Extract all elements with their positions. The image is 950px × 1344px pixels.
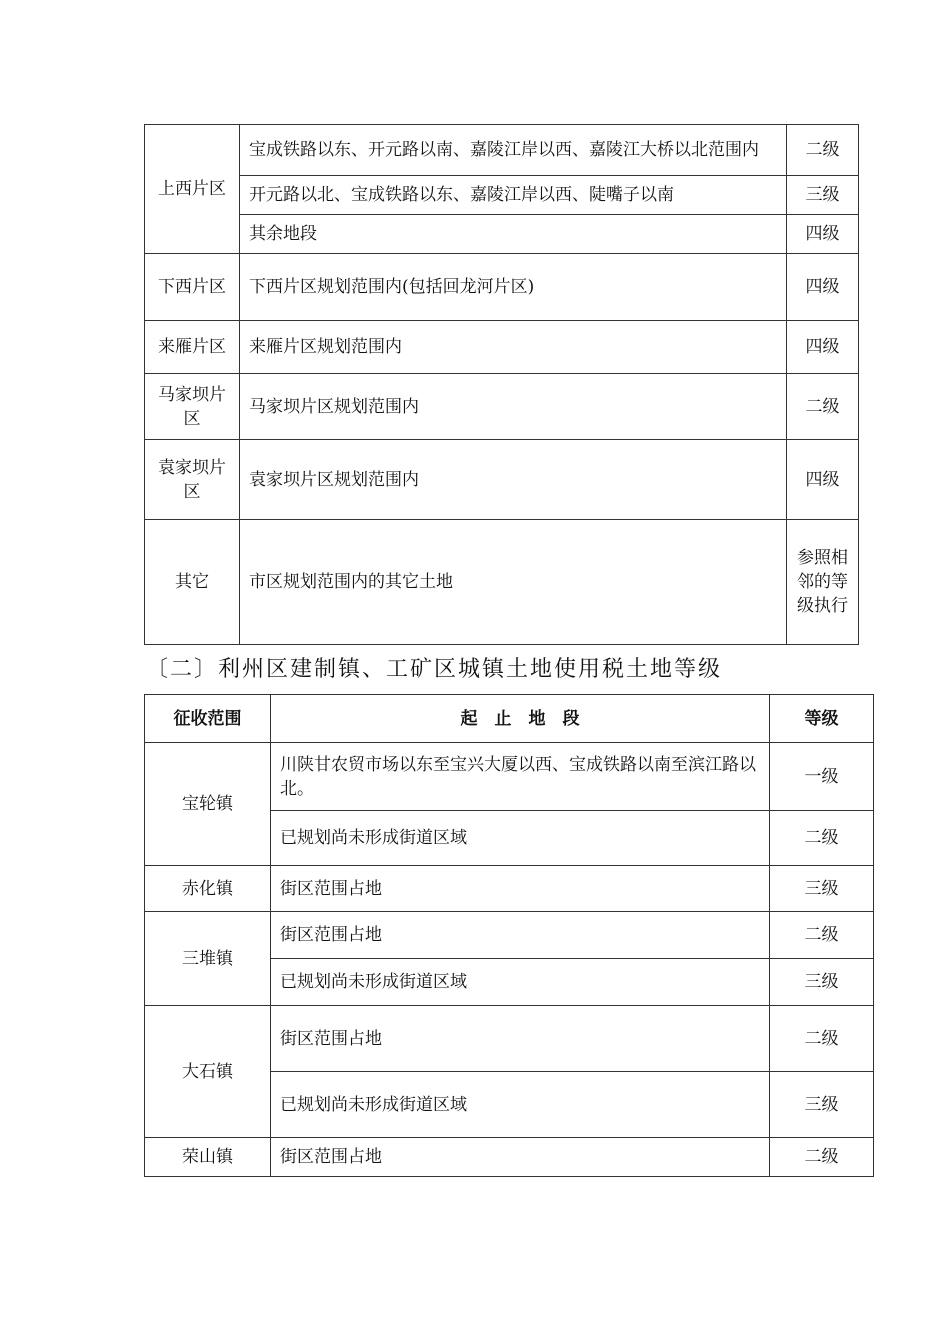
grade-cell: 四级 [787,321,859,374]
range-cell: 川陕甘农贸市场以东至宝兴大厦以西、宝成铁路以南至滨江路以北。 [271,743,770,811]
range-cell: 已规划尚未形成街道区域 [271,811,770,866]
range-cell: 开元路以北、宝成铁路以东、嘉陵江岸以西、陡嘴子以南 [240,176,787,215]
range-cell: 马家坝片区规划范围内 [240,374,787,440]
grade-cell: 三级 [770,959,874,1006]
table-row [145,743,874,811]
section-title: 〔二〕利州区建制镇、工矿区城镇土地使用税土地等级 [146,657,723,682]
range-cell: 街区范围占地 [271,1006,770,1072]
table-row [145,1006,874,1072]
area-cell: 赤化镇 [145,866,271,912]
table-header-row [145,695,874,743]
table-row [145,215,859,254]
area-cell: 下西片区 [145,254,240,321]
grade-cell: 二级 [770,811,874,866]
area-cell: 三堆镇 [145,912,271,1006]
area-cell: 荣山镇 [145,1138,271,1177]
area-cell: 来雁片区 [145,321,240,374]
table-row [145,176,859,215]
table-row [145,254,859,321]
range-cell: 宝成铁路以东、开元路以南、嘉陵江岸以西、嘉陵江大桥以北范围内 [240,125,787,176]
grade-cell: 三级 [770,866,874,912]
grade-cell: 一级 [770,743,874,811]
range-cell: 街区范围占地 [271,1138,770,1177]
table-row [145,1138,874,1177]
area-cell: 宝轮镇 [145,743,271,866]
grade-cell: 二级 [770,1138,874,1177]
grade-cell: 二级 [787,125,859,176]
grade-cell: 参照相邻的等级执行 [787,520,859,645]
range-cell: 市区规划范围内的其它土地 [240,520,787,645]
grade-cell: 四级 [787,254,859,321]
header-range: 起 止 地 段 [271,695,770,743]
header-grade: 等级 [770,695,874,743]
grade-cell: 四级 [787,440,859,520]
land-grade-table-city [144,124,859,645]
table-row [145,321,859,374]
range-cell: 已规划尚未形成街道区域 [271,1072,770,1138]
table-row [145,866,874,912]
area-cell: 马家坝片区 [145,374,240,440]
grade-cell: 三级 [770,1072,874,1138]
grade-cell: 二级 [787,374,859,440]
range-cell: 其余地段 [240,215,787,254]
range-cell: 街区范围占地 [271,866,770,912]
table-row [145,520,859,645]
table-row [145,912,874,959]
grade-cell: 三级 [787,176,859,215]
table-row [145,374,859,440]
grade-cell: 二级 [770,1006,874,1072]
land-grade-table-towns [144,694,874,1177]
table-row [145,125,859,176]
range-cell: 街区范围占地 [271,912,770,959]
area-cell: 其它 [145,520,240,645]
range-cell: 来雁片区规划范围内 [240,321,787,374]
table-row [145,440,859,520]
area-cell: 大石镇 [145,1006,271,1138]
area-cell: 上西片区 [145,125,240,254]
range-cell: 已规划尚未形成街道区域 [271,959,770,1006]
range-cell: 下西片区规划范围内(包括回龙河片区) [240,254,787,321]
grade-cell: 四级 [787,215,859,254]
area-cell: 袁家坝片区 [145,440,240,520]
grade-cell: 二级 [770,912,874,959]
range-cell: 袁家坝片区规划范围内 [240,440,787,520]
header-area: 征收范围 [145,695,271,743]
